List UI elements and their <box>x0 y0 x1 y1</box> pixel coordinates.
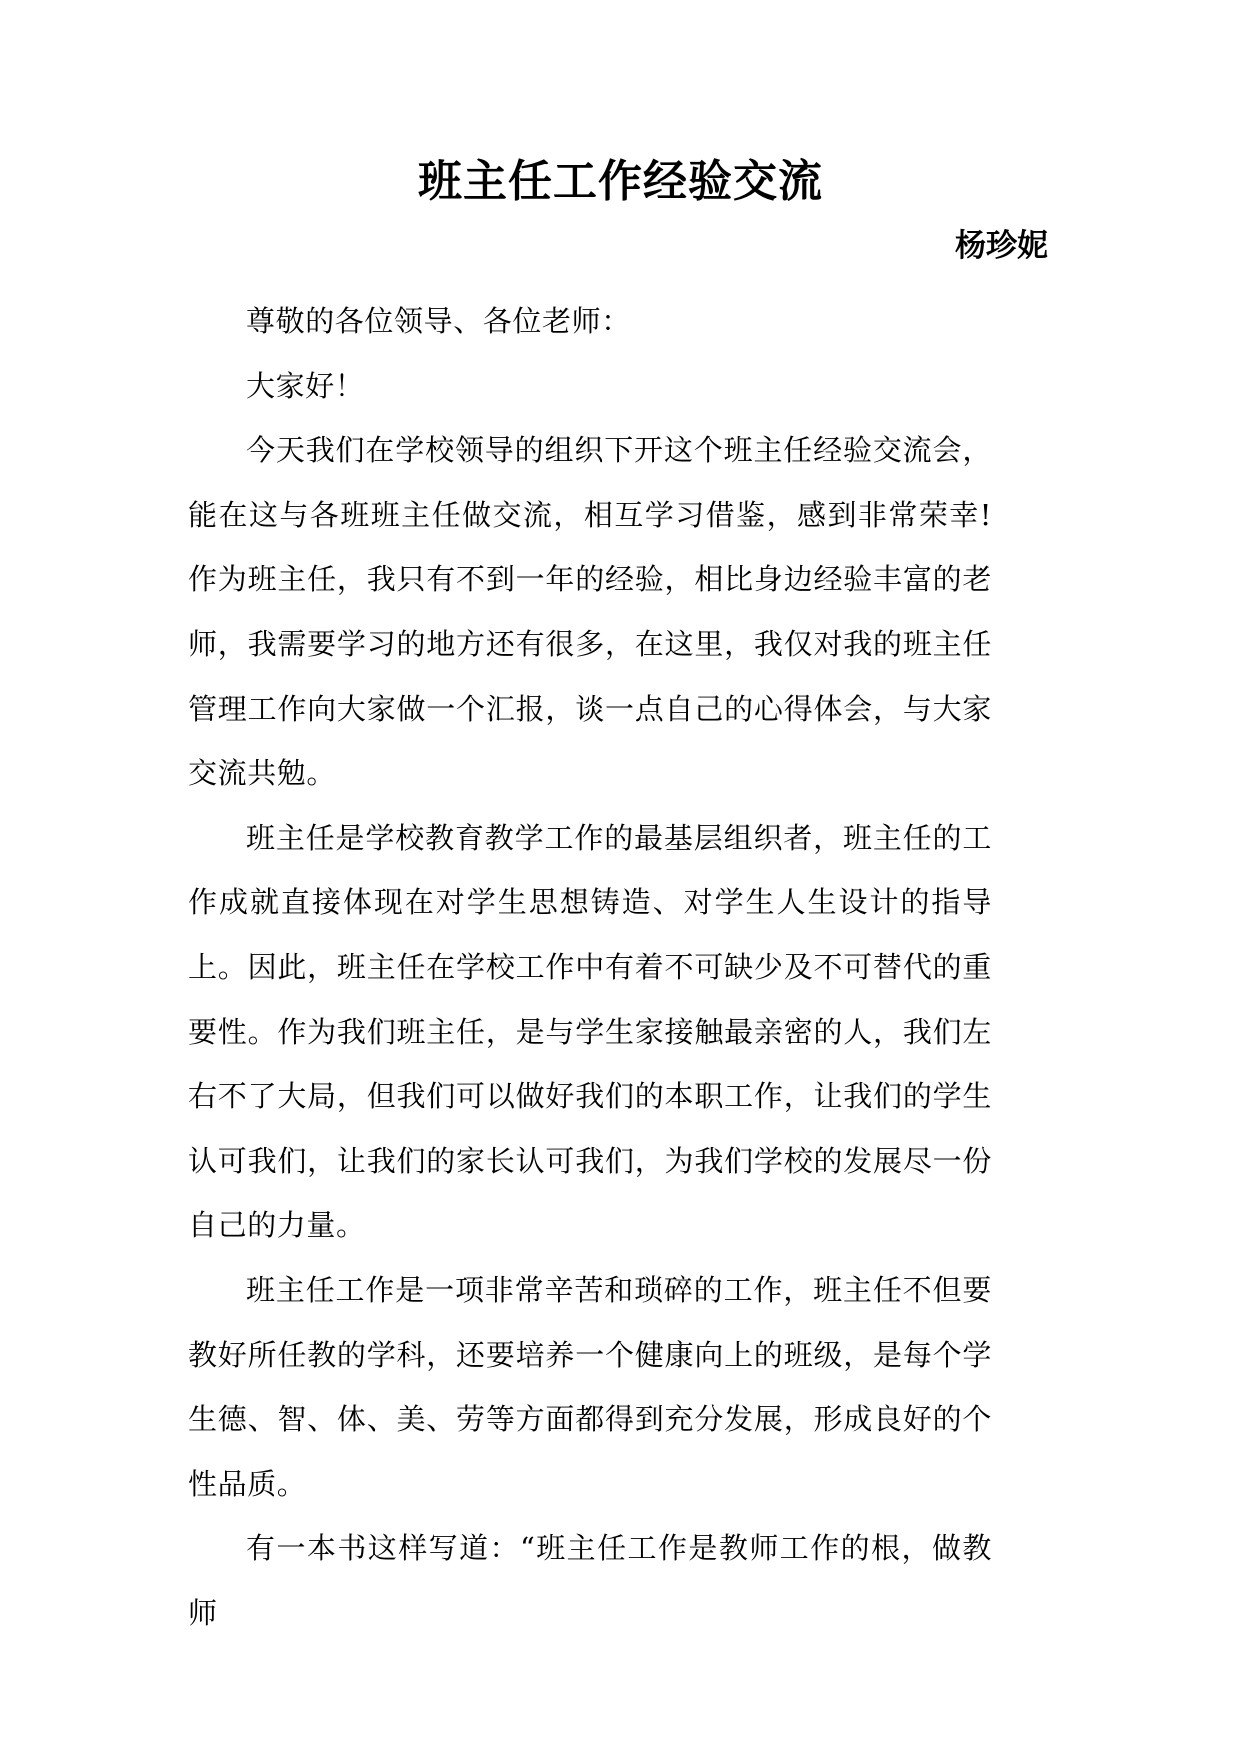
body-paragraph: 班主任是学校教育教学工作的最基层组织者，班主任的工作成就直接体现在对学生思想铸造、对学生人生设计的指导上。因此，班主任在学校工作中有着不可缺少及不可替代的重要性。作为我们班主任，是与学生家接触最亲密的人，我们左右不了大局，但我们可以做好我们的本职工作，让我们的学生认可我们，让我们的家长认可我们，为我们学校的发展尽一份自己的力量。 <box>188 820 992 1243</box>
document-title: 班主任工作经验交流 <box>418 156 823 207</box>
body-paragraph: 今天我们在学校领导的组织下开这个班主任经验交流会，能在这与各班班主任做交流，相互学习借鉴，感到非常荣幸!作为班主任，我只有不到一年的经验，相比身边经验丰富的老师，我需要学习的地方还有很多，在这里，我仅对我的班主任管理工作向大家做一个汇报，谈一点自己的心得体会，与大家交流共勉。 <box>188 433 992 791</box>
body-paragraph: 班主任工作是一项非常辛苦和琐碎的工作，班主任不但要教好所任教的学科，还要培养一个健康向上的班级，是每个学生德、智、体、美、劳等方面都得到充分发展，形成良好的个性品质。 <box>188 1272 992 1501</box>
body-paragraph: 有一本书这样写道：“班主任工作是教师工作的根，做教师 <box>188 1531 992 1630</box>
salutation-paragraph: 尊敬的各位领导、各位老师： <box>246 304 631 338</box>
document-body <box>188 289 992 1645</box>
document-author: 杨珍妮 <box>955 228 1048 264</box>
greeting-paragraph: 大家好！ <box>246 368 365 403</box>
